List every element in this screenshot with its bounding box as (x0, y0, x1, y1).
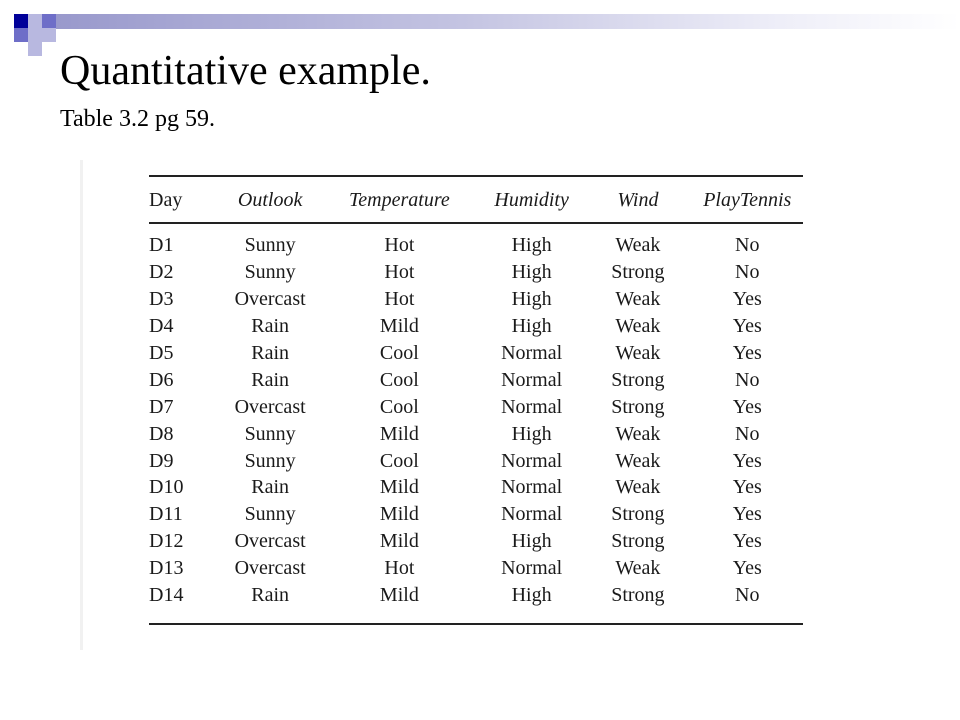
decor-square-light (28, 42, 42, 56)
table-row (145, 420, 809, 447)
cell-day: D12 (149, 530, 184, 553)
table-image (80, 160, 823, 650)
table-row (145, 313, 809, 340)
cell-outlook: Rain (251, 315, 290, 338)
cell-playtennis: No (735, 234, 760, 257)
decor-square-light (42, 28, 56, 42)
cell-humidity: Normal (501, 503, 563, 526)
table-row (145, 582, 809, 609)
cell-day: D10 (149, 476, 184, 499)
cell-playtennis: Yes (732, 476, 762, 499)
cell-day: D3 (149, 288, 174, 311)
decor-square-dark (14, 14, 28, 28)
cell-humidity: High (511, 261, 552, 284)
cell-playtennis: No (735, 261, 760, 284)
cell-outlook: Sunny (244, 449, 296, 472)
cell-temperature: Mild (379, 530, 419, 553)
header-day: Day (149, 188, 183, 211)
table-row (145, 447, 809, 474)
cell-day: D13 (149, 557, 184, 580)
cell-temperature: Hot (384, 234, 415, 257)
slide-subtitle: Table 3.2 pg 59. (60, 106, 215, 132)
cell-playtennis: No (735, 584, 760, 607)
cell-outlook: Rain (251, 342, 290, 364)
cell-playtennis: Yes (732, 288, 762, 311)
table-row (145, 393, 809, 420)
cell-temperature: Mild (379, 476, 419, 499)
cell-wind: Weak (615, 476, 661, 499)
table-row (145, 340, 809, 367)
cell-humidity: High (511, 234, 552, 257)
cell-playtennis: Yes (732, 449, 762, 472)
cell-temperature: Hot (384, 557, 415, 580)
cell-humidity: High (511, 315, 552, 338)
cell-temperature: Cool (379, 449, 419, 472)
cell-temperature: Mild (379, 503, 419, 526)
cell-humidity: High (511, 584, 552, 607)
cell-wind: Strong (611, 261, 665, 284)
table-row (145, 366, 809, 393)
header-humidity: Humidity (494, 188, 569, 211)
header-outlook: Outlook (237, 188, 303, 211)
cell-outlook: Rain (251, 476, 290, 499)
cell-playtennis: No (735, 422, 760, 445)
cell-humidity: Normal (501, 476, 563, 499)
decor-gradient-bar (56, 14, 960, 29)
table-row (145, 501, 809, 528)
table-top-rule (149, 175, 803, 177)
cell-playtennis: Yes (732, 557, 762, 580)
table-header-row (145, 180, 809, 220)
cell-day: D8 (149, 422, 174, 445)
cell-wind: Weak (615, 315, 661, 338)
cell-humidity: High (511, 422, 552, 445)
table-row (145, 555, 809, 582)
header-wind: Wind (617, 188, 659, 211)
decor-square-mid (14, 28, 28, 42)
cell-wind: Weak (615, 288, 661, 311)
cell-day: D2 (149, 261, 174, 284)
header-playtennis: PlayTennis (703, 188, 792, 211)
cell-temperature: Mild (379, 315, 419, 338)
cell-wind: Weak (615, 234, 661, 257)
cell-wind: Weak (615, 449, 661, 472)
cell-playtennis: Yes (732, 315, 762, 338)
cell-wind: Weak (615, 342, 661, 364)
cell-day: D11 (149, 503, 183, 526)
cell-humidity: High (511, 288, 552, 311)
cell-humidity: Normal (501, 557, 563, 580)
cell-playtennis: Yes (732, 530, 762, 553)
cell-wind: Strong (611, 368, 665, 391)
cell-wind: Weak (615, 557, 661, 580)
cell-day: D14 (149, 584, 184, 607)
cell-outlook: Sunny (244, 503, 296, 526)
cell-day: D6 (149, 368, 174, 391)
cell-wind: Weak (615, 422, 661, 445)
decor-square-light (28, 28, 42, 42)
play-tennis-table (145, 180, 809, 608)
cell-day: D9 (149, 449, 174, 472)
table-row (145, 528, 809, 555)
cell-outlook: Rain (251, 584, 290, 607)
cell-temperature: Mild (379, 584, 419, 607)
cell-humidity: Normal (501, 395, 563, 418)
cell-temperature: Mild (379, 422, 419, 445)
table-bottom-rule (149, 623, 803, 625)
cell-wind: Strong (611, 395, 665, 418)
cell-temperature: Hot (384, 261, 415, 284)
cell-day: D7 (149, 395, 174, 418)
table-row (145, 220, 809, 259)
cell-outlook: Overcast (234, 288, 306, 311)
cell-wind: Strong (611, 530, 665, 553)
cell-day: D4 (149, 315, 174, 338)
cell-temperature: Hot (384, 288, 415, 311)
cell-outlook: Overcast (234, 395, 306, 418)
cell-wind: Strong (611, 584, 665, 607)
cell-temperature: Cool (379, 395, 419, 418)
cell-playtennis: No (735, 368, 760, 391)
cell-temperature: Cool (379, 368, 419, 391)
cell-humidity: Normal (501, 342, 563, 364)
decor-square-light (28, 14, 42, 28)
cell-playtennis: Yes (732, 503, 762, 526)
cell-outlook: Sunny (244, 234, 296, 257)
cell-outlook: Sunny (244, 261, 296, 284)
cell-temperature: Cool (379, 342, 419, 364)
cell-outlook: Sunny (244, 422, 296, 445)
cell-outlook: Rain (251, 368, 290, 391)
cell-day: D1 (149, 234, 174, 257)
slide-title: Quantitative example. (60, 48, 431, 94)
table-row (145, 474, 809, 501)
cell-outlook: Overcast (234, 530, 306, 553)
cell-playtennis: Yes (732, 395, 762, 418)
cell-playtennis: Yes (732, 342, 762, 364)
decor-square-mid (42, 14, 56, 28)
cell-humidity: Normal (501, 368, 563, 391)
header-temperature: Temperature (349, 188, 450, 211)
cell-humidity: High (511, 530, 552, 553)
cell-outlook: Overcast (234, 557, 306, 580)
table-row (145, 259, 809, 286)
cell-humidity: Normal (501, 449, 563, 472)
cell-day: D5 (149, 342, 174, 364)
cell-wind: Strong (611, 503, 665, 526)
table-row (145, 286, 809, 313)
